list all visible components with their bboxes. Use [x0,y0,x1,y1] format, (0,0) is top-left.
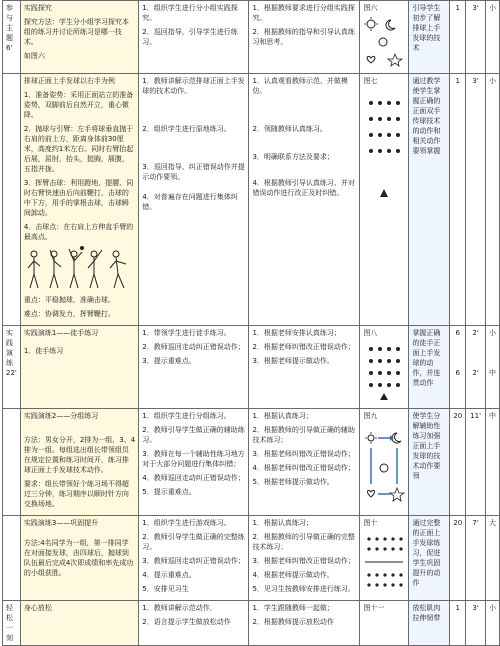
formation-diagram [363,16,405,66]
table-row [3,74,500,326]
count-cell: 1 [450,74,466,326]
intensity-cell: 小 [485,601,499,646]
figure-cell: 图九 [360,409,409,516]
intent-cell: 使学生分解辅助性练习加强正面上手发球的技术动作要领 [409,409,450,516]
table-row [3,601,500,646]
teacher-activity-cell: 1．带领学生进行徒手练习。 2．教师巡回走动纠正错误动作； 3．提示重难点。 [139,326,249,409]
duration-cell: 3' [466,1,486,74]
star-icon [390,488,404,501]
teacher-activity-cell: 1．组织学生进行分组练习。 2．教师引导学生做正确的辅助练习。 3．教师在每一个辅助性练习地方对于大部分问题进行集体纠错； 4．教师巡回走动纠正错误动作； 5．提示重难点。 [139,409,249,516]
formation-diagram [363,531,405,593]
count-cell: 1 [450,1,466,74]
moon-icon [386,20,395,30]
lesson-plan-table [2,0,500,646]
duration-cell: 2' 2' [466,326,486,409]
section-cell: 实践演练22' [3,326,21,409]
duration-cell: 3' [466,74,486,326]
sun-rays-icon [364,17,378,31]
student-activity-cell: 1．根据认真练习； 2．根据教师的引导做正确的辅助技术练习； 3．根据老师纠错改正错误动作； 4．根据老师纠错改正错误动作； 5．根据老师提示做动作。 [249,409,360,516]
student-markers [369,347,400,387]
intensity-cell: 中 [485,409,499,516]
sun-icon [367,20,375,28]
table-row [3,326,500,409]
figure-cell: 图六 [360,1,409,74]
figure-cell: 图七 [360,74,409,326]
section-cell [3,74,21,326]
student-activity-cell: 1．根据认真练习； 2．根据教师的引导做正确的完整技术练习； 3．根据老师纠错改正错误动作； 4．根据老师提示做动作。 5．见习生按教师安排进行练习。 [249,516,360,601]
student-activity-cell: 1．根据教师要求进行分组实践探究。 2．根据教师的指导和引导认真练习和思考。 [249,1,360,74]
student-activity-cell: 1．认真观看教师示范、并做模仿。 2．领随教师认真练习。 3．明确联系方法及要求； 4．根据教师引导认真练习、并对错误动作进行改正及时纠错。 [249,74,360,326]
smiley-icon [379,38,387,46]
student-markers [369,101,400,153]
student-activity-cell: 1．学生跟随教师一起做； 2．根据教师提示放松动作 [249,601,360,646]
intent-cell: 通过完整的正面上手发球练习，促进学生巩固提升的动作 [409,516,450,601]
intensity-cell: 大 [485,516,499,601]
content-cell: 实践演练3——巩固提升 方法:4名同学为一组，第一排同学在对面接发球，由四球后，抛球到队伍最后完成4次即成绩和率先成功的小组获胜。 [20,516,138,601]
content-cell: 身心放松 [20,601,138,646]
station-circuit-diagram [363,424,405,504]
duration-cell: 7' [466,516,486,601]
serve-sequence-illustration [24,246,132,292]
content-cell: 实践探究 探究方法：学生分小组学习探究本组的练习并讨论所练习是哪一技术。 如图六 [20,1,138,74]
count-cell: 20 [450,516,466,601]
star-icon [388,54,402,66]
section-cell [3,409,21,516]
formation-diagram [363,89,405,229]
smiley-icon [380,464,388,472]
intent-cell: 引导学生初步了解排球上手发球的技术 [409,1,450,74]
section-cell: 轻松一刻 [3,601,21,646]
student-activity-cell: 1．根据老师安排认真练习； 2．根据老师纠错改正错误动作； 3．根据老师提示做动作。 [249,326,360,409]
teacher-activity-cell: 1．教师讲解示范排球正面上手发球的技术动作。 2．组织学生进行原地练习。 3．巡回指导、纠正错误动作并提示动作要领。 4．对普遍存在问题进行集体纠错。 [139,74,249,326]
duration-cell: 11' [466,409,486,516]
count-cell: 6 6 [450,326,466,409]
figure-cell: 图十 [360,516,409,601]
figure-cell: 图八 [360,326,409,409]
content-cell: 实践演练1——徒手练习 1．徒手练习 [20,326,138,409]
formation-diagram [363,341,405,403]
heart-icon [368,56,376,63]
teacher-activity-cell: 1．组织学生进行游戏练习。 2．教师引导学生做正确的完整练习。 3．教师巡回走动纠正错误动作； 4．提示重难点。 5．安排见习生 [139,516,249,601]
intensity-cell: 小 [485,1,499,74]
table-row [3,1,500,74]
count-cell: 1 [450,601,466,646]
figure-cell: 图十一 [360,601,409,646]
table-row [3,409,500,516]
content-cell: 排球正面上手发球以右手为例 1．准备姿势：采用正面站立的准备姿势，双脚前后自然开立，重心微降。 2．抛球与引臂：左手将球垂直抛于右肩的前上方，距离身体前30厘米，高度约1米左右。同时右臂抬起后展，屈肘，抬头，挺胸，展腹，五指并拢。 3．挥臂击球：利用蹬地、提腰、同时右臂快速由后向前鞭打，击球的中下方，用手的掌根击球，击球瞬间卸动。 4．击球点：在右肩上方伸直手臂的最高点。 重点：平稳抛球，准确击球。 难点：协调发力，挥臂鞭打。 [20,74,138,326]
intent-cell: 放松肌肉拉伸韧带 [409,601,450,646]
intensity-cell: 小 [485,74,499,326]
teacher-marker-icon [380,393,388,400]
sun-rays-icon [365,432,377,444]
heart-icon [368,490,375,497]
teacher-activity-cell: 1．教师讲解示范动作， 2．语言提示学生做放松动作 [139,601,249,646]
section-cell: 参与主题6' [3,1,21,74]
teacher-marker-icon [380,189,388,197]
teacher-activity-cell: 1．组织学生进行分小组实践探究。 2．巡回指导，引导学生进行练习。 [139,1,249,74]
sun-icon [368,435,374,441]
intensity-cell: 小 中 [485,326,499,409]
duration-cell: 3' [466,601,486,646]
count-cell: 20 [450,409,466,516]
section-cell [3,516,21,601]
intent-cell: 通过教学使学生掌握正确的正面双手传球技术的动作和相关动作要领掌握 [409,74,450,326]
table-row [3,516,500,601]
content-cell: 实践演练2——分组练习 方法：男女分开，2排为一组，3、4排为一组。每组选出组长带领组员在规定位置和练习时间开，练习排球正面上手发球技术动作。 要求：组长带领好个练习场不得超过三分钟，练习期序以顺时针方向交换场地。 [20,409,138,516]
intent-cell: 掌握正确的徒手正面上手发球的动作，并连贯动作 [409,326,450,409]
